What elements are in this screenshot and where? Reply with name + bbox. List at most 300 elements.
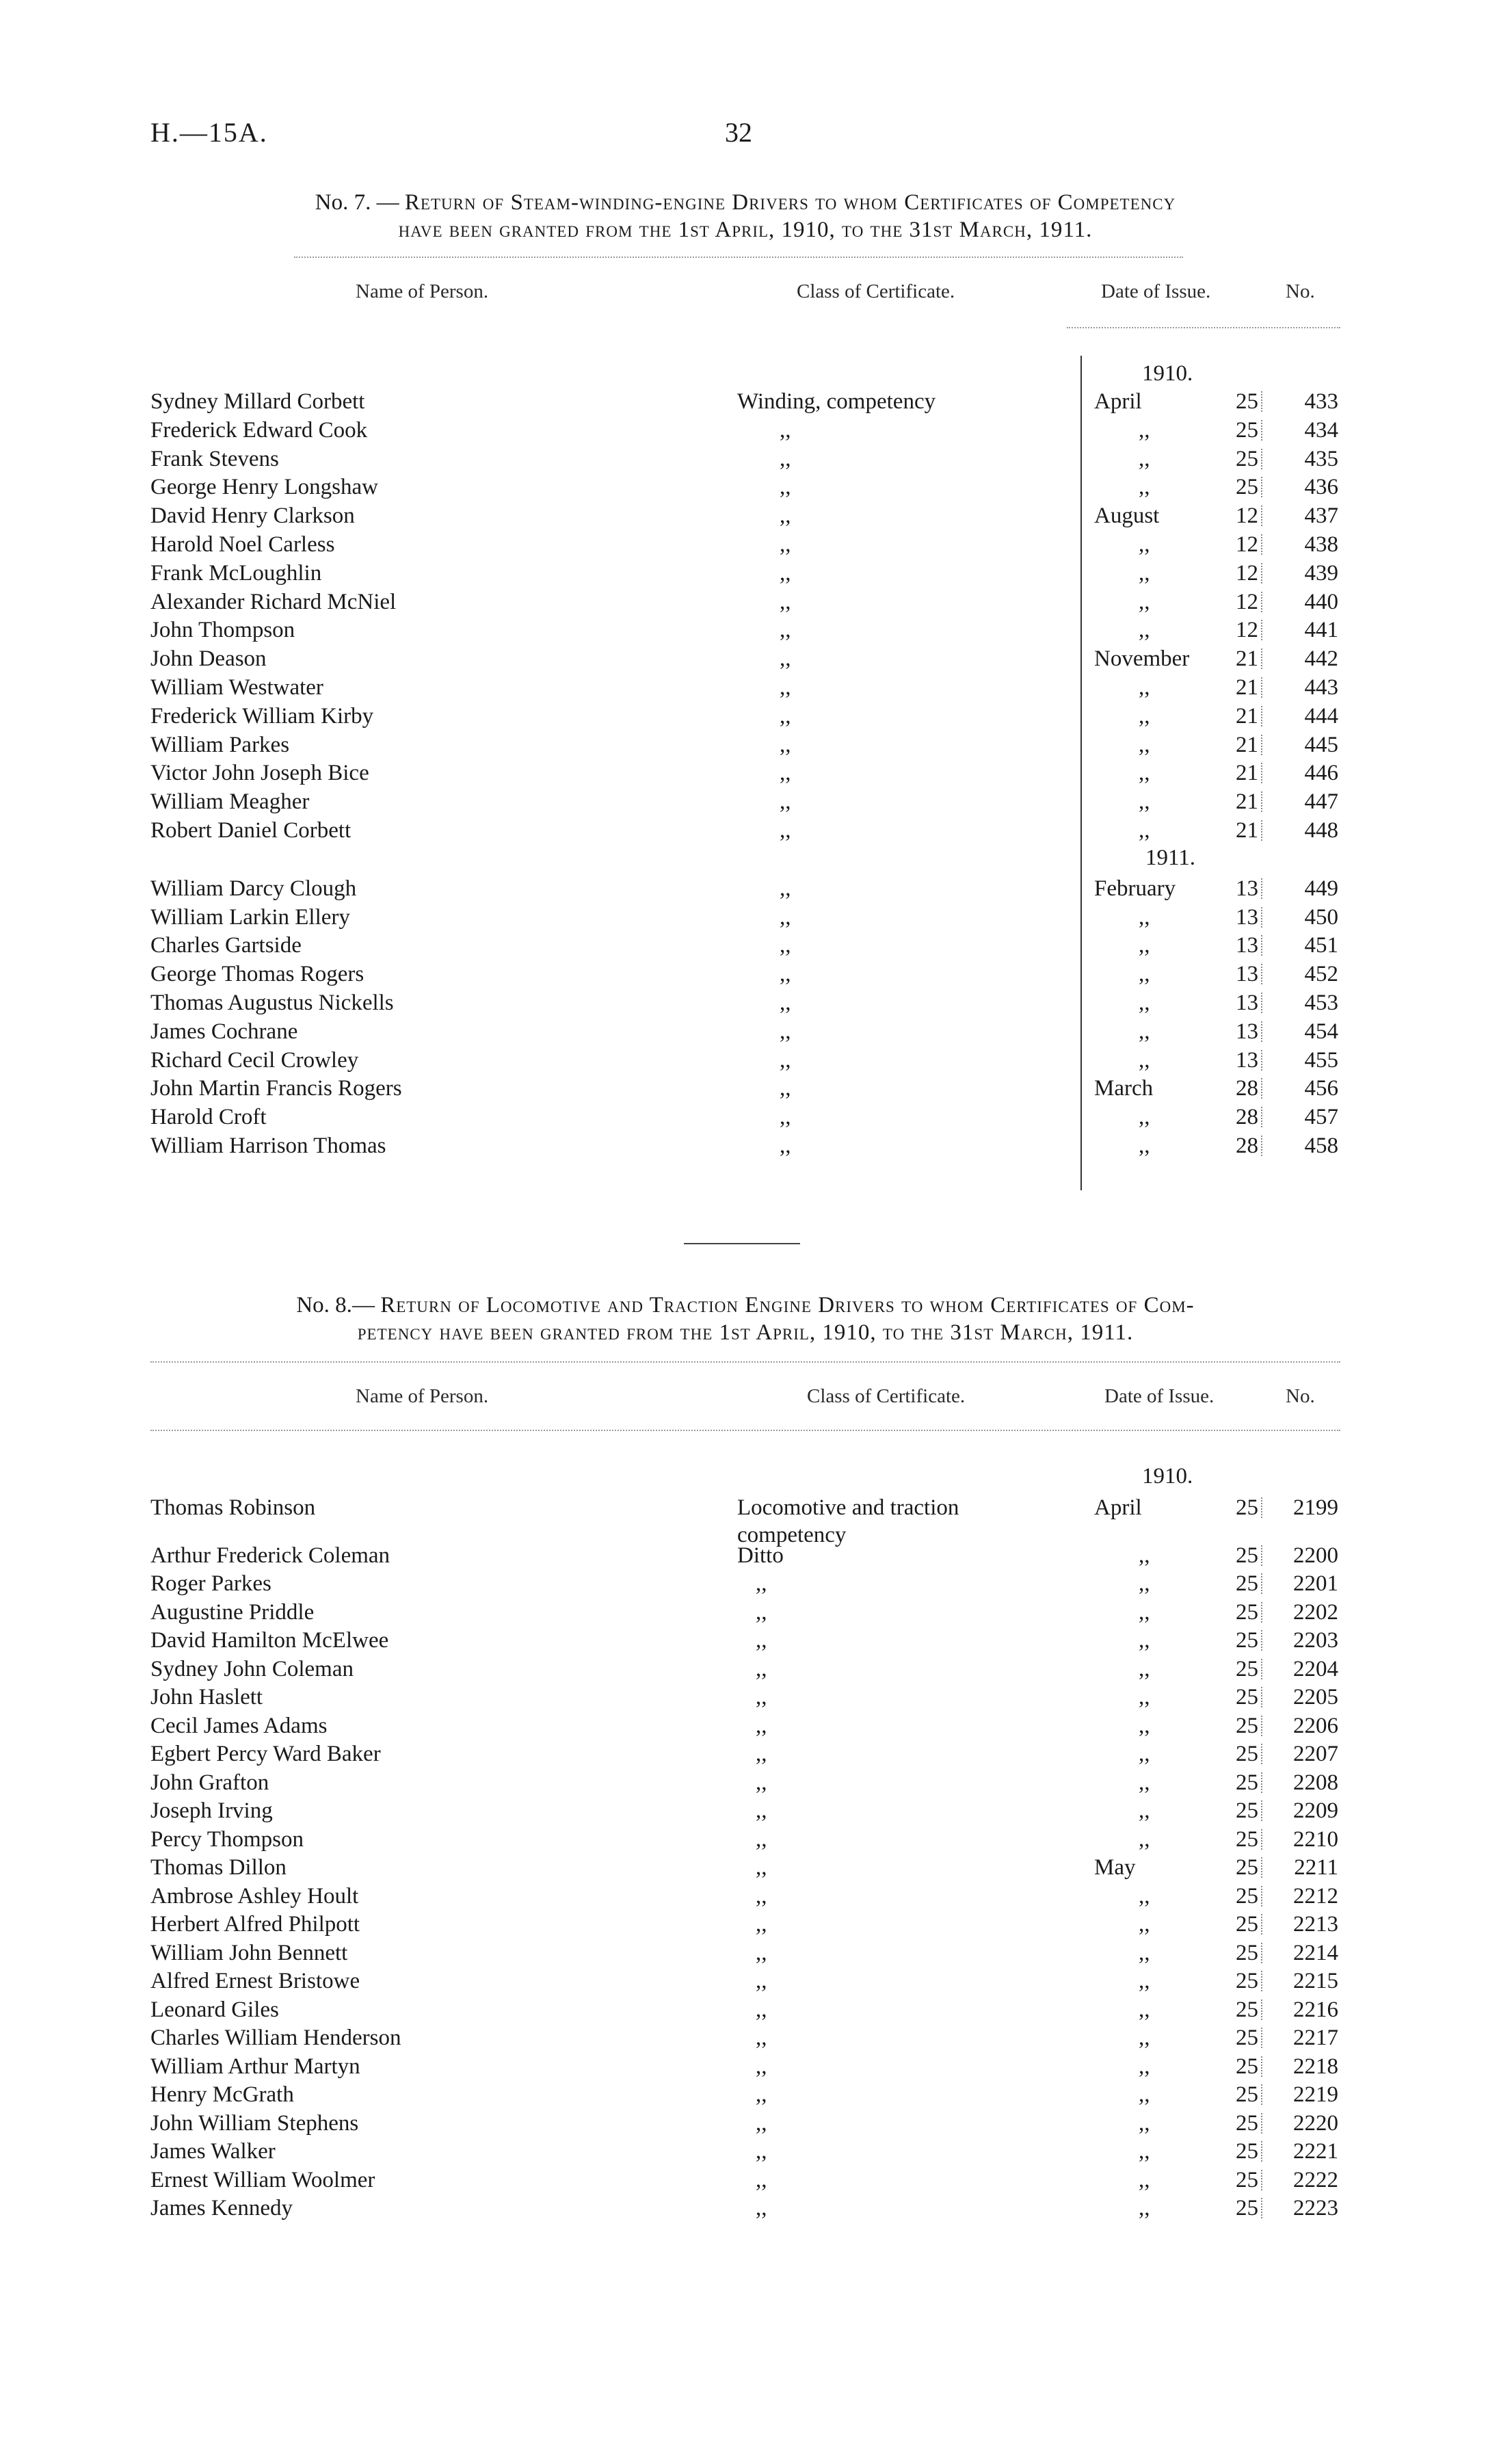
table-row	[0, 616, 1486, 644]
person-name: Henry McGrath	[150, 2082, 294, 2107]
section7-title-line1: Return of Steam-winding-engine Drivers to whom Certificates of Competency	[404, 190, 1176, 215]
certificate-class: ,,	[780, 1105, 791, 1130]
table-row	[0, 2052, 1486, 2081]
issue-day: 28	[1236, 1076, 1258, 1101]
certificate-class: Locomotive and traction	[737, 1495, 959, 1520]
section-divider	[684, 1243, 800, 1244]
table-row	[0, 1910, 1486, 1939]
certificate-class: ,,	[756, 1571, 767, 1596]
certificate-number: 449	[1304, 876, 1338, 901]
person-name: James Cochrane	[150, 1019, 298, 1044]
issue-day: 25	[1236, 1543, 1258, 1568]
column-separator	[1261, 993, 1262, 1013]
issue-day: 25	[1236, 475, 1258, 500]
certificate-number: 454	[1304, 1019, 1338, 1044]
person-name: Frederick Edward Cook	[150, 417, 368, 443]
certificate-class: ,,	[756, 1855, 767, 1880]
issue-month: April	[1094, 389, 1142, 414]
issue-day: 25	[1236, 417, 1258, 443]
table-row	[0, 559, 1486, 588]
column-separator	[1261, 1659, 1262, 1679]
issue-month: ,,	[1139, 1571, 1150, 1596]
certificate-number: 450	[1304, 904, 1338, 930]
certificate-class: ,,	[780, 789, 791, 815]
issue-month: April	[1094, 1495, 1142, 1520]
issue-month: March	[1094, 1076, 1154, 1101]
issue-month: ,,	[1139, 1826, 1150, 1852]
table-row	[0, 530, 1486, 559]
table-row	[0, 644, 1486, 673]
certificate-class: ,,	[756, 1798, 767, 1823]
certificate-number: 2223	[1293, 2196, 1338, 2220]
table-row	[0, 759, 1486, 787]
issue-day: 25	[1236, 2026, 1258, 2050]
certificate-class: ,,	[756, 2139, 767, 2164]
column-separator	[1261, 935, 1262, 956]
person-name: William Darcy Clough	[150, 876, 357, 901]
certificate-number: 2213	[1293, 1912, 1338, 1937]
issue-month: ,,	[1139, 2054, 1150, 2079]
issue-day: 25	[1236, 446, 1258, 471]
certificate-class: ,,	[756, 1826, 767, 1852]
issue-month: ,,	[1139, 2026, 1150, 2050]
certificate-number: 439	[1304, 560, 1338, 586]
certificate-number: 2207	[1293, 1742, 1338, 1766]
table-row	[0, 2166, 1486, 2194]
column-separator	[1261, 1943, 1262, 1963]
person-name: Percy Thompson	[150, 1826, 304, 1852]
certificate-class: ,,	[780, 646, 791, 672]
certificate-class: ,,	[780, 1076, 791, 1101]
person-name: Charles Gartside	[150, 933, 302, 958]
page-header	[150, 116, 1354, 157]
person-name: Herbert Alfred Philpott	[150, 1912, 360, 1937]
issue-day: 12	[1236, 589, 1258, 614]
person-name: Leonard Giles	[150, 1997, 279, 2022]
section8-title-rule	[150, 1361, 1340, 1363]
certificate-class: Winding, competency	[737, 389, 936, 414]
certificate-number: 453	[1304, 991, 1338, 1015]
issue-month: May	[1094, 1855, 1136, 1880]
column-separator	[1261, 1078, 1262, 1099]
issue-month: ,,	[1139, 933, 1150, 958]
issue-month: ,,	[1139, 1940, 1150, 1965]
issue-day: 25	[1236, 1798, 1258, 1823]
column-separator	[1261, 506, 1262, 526]
certificate-number: 2215	[1293, 1969, 1338, 1993]
column-separator	[1261, 1545, 1262, 1566]
certificate-number: 2212	[1293, 1883, 1338, 1909]
column-separator	[1261, 791, 1262, 812]
issue-day: 25	[1236, 2167, 1258, 2192]
person-name: Thomas Dillon	[150, 1855, 287, 1880]
certificate-number: 445	[1304, 732, 1338, 757]
column-separator	[1261, 735, 1262, 755]
certificate-number: 437	[1304, 503, 1338, 529]
section8-col-class: Class of Certificate.	[807, 1385, 966, 1407]
certificate-number: 448	[1304, 818, 1338, 843]
certificate-class: ,,	[780, 818, 791, 843]
person-name: Sydney Millard Corbett	[150, 389, 365, 414]
section8-col-name: Name of Person.	[356, 1385, 489, 1407]
certificate-class: ,,	[780, 933, 791, 958]
issue-month: ,,	[1139, 1019, 1150, 1044]
table-row	[0, 1017, 1486, 1046]
column-separator	[1261, 1829, 1262, 1850]
certificate-number: 2202	[1293, 1599, 1338, 1625]
page-reference: H.—15A.	[150, 117, 268, 148]
table-row	[0, 473, 1486, 501]
column-separator	[1261, 1107, 1262, 1127]
certificate-number: 2209	[1293, 1798, 1338, 1823]
issue-month: ,,	[1139, 2082, 1150, 2107]
person-name: Frederick William Kirby	[150, 703, 374, 729]
table-row	[0, 387, 1486, 416]
certificate-number: 442	[1304, 646, 1338, 672]
table-row	[0, 2137, 1486, 2166]
certificate-class: ,,	[756, 2110, 767, 2136]
issue-month: ,,	[1139, 1997, 1150, 2022]
issue-month: ,,	[1139, 2196, 1150, 2220]
section8-title-line2: petency have been granted from the 1st April, 1910, to the 31st March, 1911.	[357, 1320, 1134, 1345]
table-row	[0, 1712, 1486, 1740]
issue-day: 25	[1236, 1713, 1258, 1738]
column-separator	[1261, 648, 1262, 669]
certificate-number: 443	[1304, 675, 1338, 700]
certificate-number: 2203	[1293, 1628, 1338, 1653]
certificate-class: ,,	[780, 1133, 791, 1158]
certificate-class: ,,	[756, 1969, 767, 1993]
certificate-class: ,,	[756, 1599, 767, 1625]
section7-year-1910: 1910.	[1142, 361, 1193, 386]
person-name: William Harrison Thomas	[150, 1133, 386, 1158]
issue-month: ,,	[1139, 675, 1150, 700]
certificate-class: ,,	[780, 962, 791, 987]
issue-month: ,,	[1139, 446, 1150, 471]
column-separator	[1261, 2056, 1262, 2077]
certificate-class: ,,	[780, 991, 791, 1015]
issue-month: ,,	[1139, 589, 1150, 614]
table-row	[0, 1825, 1486, 1854]
column-separator	[1261, 449, 1262, 469]
section7-col-no: No.	[1286, 280, 1315, 302]
certificate-number: 440	[1304, 589, 1338, 614]
certificate-class: ,,	[780, 876, 791, 901]
page-number: 32	[725, 117, 752, 148]
column-separator	[1261, 1497, 1262, 1518]
table-row	[0, 673, 1486, 702]
section7-col-class: Class of Certificate.	[797, 280, 955, 302]
certificate-class: ,,	[756, 2082, 767, 2107]
person-name: Victor John Joseph Bice	[150, 761, 369, 786]
person-name: Cecil James Adams	[150, 1713, 328, 1738]
issue-day: 28	[1236, 1105, 1258, 1130]
certificate-class: ,,	[756, 1628, 767, 1653]
issue-day: 25	[1236, 2054, 1258, 2079]
issue-month: ,,	[1139, 1713, 1150, 1738]
table-row	[0, 1074, 1486, 1103]
column-separator	[1261, 1914, 1262, 1935]
issue-month: ,,	[1139, 1685, 1150, 1709]
certificate-class: ,,	[780, 532, 791, 557]
certificate-number: 446	[1304, 761, 1338, 786]
table-row	[0, 2080, 1486, 2109]
certificate-number: 2204	[1293, 1656, 1338, 1681]
issue-day: 12	[1236, 560, 1258, 586]
section8-col-no: No.	[1286, 1385, 1315, 1407]
certificate-class: ,,	[780, 675, 791, 700]
issue-day: 25	[1236, 1855, 1258, 1880]
certificate-class: ,,	[780, 732, 791, 757]
issue-month: ,,	[1139, 818, 1150, 843]
table-row	[0, 931, 1486, 960]
issue-month: ,,	[1139, 1628, 1150, 1653]
certificate-class-continued: competency	[737, 1523, 847, 1547]
column-separator	[1261, 1772, 1262, 1793]
table-row	[0, 988, 1486, 1017]
section7-col-date: Date of Issue.	[1101, 280, 1211, 302]
section8-year-1910: 1910.	[1142, 1464, 1193, 1489]
issue-month: ,,	[1139, 1798, 1150, 1823]
column-separator	[1261, 620, 1262, 640]
person-name: John William Stephens	[150, 2110, 359, 2136]
certificate-number: 2218	[1293, 2054, 1338, 2079]
person-name: Alexander Richard McNiel	[150, 589, 397, 614]
issue-day: 21	[1236, 703, 1258, 729]
table-row	[0, 1131, 1486, 1160]
issue-day: 25	[1236, 2139, 1258, 2164]
certificate-number: 2208	[1293, 1770, 1338, 1795]
person-name: David Henry Clarkson	[150, 503, 355, 529]
certificate-class: Ditto	[737, 1543, 784, 1568]
certificate-class: ,,	[756, 1940, 767, 1965]
issue-month: ,,	[1139, 560, 1150, 586]
table-row	[0, 445, 1486, 473]
table-row	[0, 2194, 1486, 2223]
person-name: Harold Noel Carless	[150, 532, 335, 557]
table-row	[0, 2023, 1486, 2052]
person-name: James Kennedy	[150, 2196, 293, 2220]
person-name: William Parkes	[150, 732, 290, 757]
issue-month: ,,	[1139, 2110, 1150, 2136]
issue-day: 13	[1236, 991, 1258, 1015]
issue-month: ,,	[1139, 2167, 1150, 2192]
issue-month: ,,	[1139, 532, 1150, 557]
certificate-number: 438	[1304, 532, 1338, 557]
person-name: John Thompson	[150, 618, 295, 643]
issue-day: 25	[1236, 1495, 1258, 1520]
table-row	[0, 1768, 1486, 1797]
issue-day: 13	[1236, 1019, 1258, 1044]
person-name: Richard Cecil Crowley	[150, 1047, 359, 1073]
table-row	[0, 416, 1486, 445]
certificate-number: 2201	[1293, 1571, 1338, 1596]
column-separator	[1261, 677, 1262, 698]
issue-day: 25	[1236, 1628, 1258, 1653]
certificate-number: 441	[1304, 618, 1338, 643]
issue-day: 25	[1236, 1742, 1258, 1766]
issue-day: 13	[1236, 962, 1258, 987]
issue-month: ,,	[1139, 1883, 1150, 1909]
issue-month: ,,	[1139, 1912, 1150, 1937]
column-separator	[1261, 592, 1262, 612]
certificate-class: ,,	[756, 1742, 767, 1766]
certificate-number: 434	[1304, 417, 1338, 443]
certificate-class: ,,	[780, 417, 791, 443]
issue-day: 21	[1236, 761, 1258, 786]
certificate-number: 452	[1304, 962, 1338, 987]
issue-day: 21	[1236, 675, 1258, 700]
column-separator	[1261, 534, 1262, 555]
person-name: Frank Stevens	[150, 446, 279, 471]
section8-title: No. 8.— Return of Locomotive and Traction Engine Drivers to whom Certificates of Com- petency have been granted from the 1st April, 1910, to the 31st March, 1911.	[296, 1293, 1195, 1345]
issue-month: ,,	[1139, 417, 1150, 443]
certificate-number: 436	[1304, 475, 1338, 500]
table-row	[0, 1995, 1486, 2024]
table-row	[0, 787, 1486, 816]
column-separator	[1261, 1021, 1262, 1042]
certificate-class: ,,	[756, 1770, 767, 1795]
section7-col-name: Name of Person.	[356, 280, 489, 302]
certificate-class: ,,	[756, 1685, 767, 1709]
table-row	[0, 1046, 1486, 1075]
certificate-class: ,,	[780, 1047, 791, 1073]
issue-day: 13	[1236, 904, 1258, 930]
person-name: Roger Parkes	[150, 1571, 271, 1596]
column-separator	[1261, 391, 1262, 412]
person-name: James Walker	[150, 2139, 276, 2164]
certificate-number: 2210	[1293, 1826, 1338, 1852]
person-name: John Martin Francis Rogers	[150, 1076, 402, 1101]
person-name: William Westwater	[150, 675, 323, 700]
issue-day: 21	[1236, 818, 1258, 843]
column-separator	[1261, 2113, 1262, 2134]
column-separator	[1261, 420, 1262, 441]
issue-day: 25	[1236, 2110, 1258, 2136]
table-row	[0, 1882, 1486, 1911]
section8-title-line1: Return of Locomotive and Traction Engine Drivers to whom Certificates of Com-	[380, 1293, 1195, 1318]
column-separator	[1261, 1800, 1262, 1821]
issue-month: ,,	[1139, 1656, 1150, 1681]
certificate-class: ,,	[756, 1912, 767, 1937]
certificate-class: ,,	[756, 1883, 767, 1909]
column-separator	[1261, 964, 1262, 984]
section7-year-1911: 1911.	[1145, 846, 1196, 870]
table-row	[0, 731, 1486, 759]
issue-day: 25	[1236, 2082, 1258, 2107]
column-separator	[1261, 1971, 1262, 1991]
certificate-class: ,,	[756, 2026, 767, 2050]
person-name: Thomas Robinson	[150, 1495, 316, 1520]
certificate-number: 457	[1304, 1105, 1338, 1130]
section8-col-date: Date of Issue.	[1104, 1385, 1215, 1407]
person-name: William Larkin Ellery	[150, 904, 350, 930]
certificate-number: 2217	[1293, 2026, 1338, 2050]
person-name: Ernest William Woolmer	[150, 2167, 375, 2192]
issue-day: 12	[1236, 618, 1258, 643]
column-separator	[1261, 1687, 1262, 1707]
column-separator	[1261, 1886, 1262, 1906]
certificate-number: 2211	[1294, 1855, 1338, 1880]
person-name: David Hamilton McElwee	[150, 1628, 389, 1653]
certificate-class: ,,	[780, 904, 791, 930]
issue-day: 25	[1236, 1912, 1258, 1937]
certificate-number: 2199	[1293, 1495, 1338, 1520]
certificate-class: ,,	[756, 2167, 767, 2192]
certificate-number: 2221	[1293, 2139, 1338, 2164]
certificate-number: 2222	[1293, 2167, 1338, 2192]
table-row	[0, 1569, 1486, 1598]
issue-day: 28	[1236, 1133, 1258, 1158]
issue-day: 25	[1236, 1770, 1258, 1795]
section7-title: No. 7. — Return of Steam-winding-engine Drivers to whom Certificates of Competency have been granted from the 1st April, 1910, to the 31st March, 1911.	[315, 190, 1176, 242]
column-separator	[1261, 2141, 1262, 2162]
column-separator	[1261, 563, 1262, 584]
issue-day: 25	[1236, 1599, 1258, 1625]
certificate-class: ,,	[780, 589, 791, 614]
issue-month: ,,	[1139, 1770, 1150, 1795]
person-name: Frank McLoughlin	[150, 560, 322, 586]
issue-day: 25	[1236, 1940, 1258, 1965]
issue-month: ,,	[1139, 1543, 1150, 1568]
column-separator	[1261, 1602, 1262, 1623]
column-separator	[1261, 706, 1262, 726]
table-row	[0, 1655, 1486, 1683]
issue-day: 13	[1236, 1047, 1258, 1073]
issue-month: ,,	[1139, 1133, 1150, 1158]
section8-number: No. 8.	[296, 1293, 352, 1318]
issue-month: ,,	[1139, 962, 1150, 987]
table-row	[0, 702, 1486, 731]
column-separator	[1261, 1050, 1262, 1071]
person-name: William Arthur Martyn	[150, 2054, 360, 2079]
issue-day: 25	[1236, 389, 1258, 414]
section8-header-rule	[150, 1430, 1340, 1431]
certificate-class: ,,	[756, 2054, 767, 2079]
certificate-class: ,,	[780, 446, 791, 471]
certificate-class: ,,	[780, 560, 791, 586]
certificate-number: 451	[1304, 933, 1338, 958]
person-name: Augustine Priddle	[150, 1599, 315, 1625]
certificate-class: ,,	[756, 2196, 767, 2220]
column-separator	[1261, 1857, 1262, 1878]
table-row	[0, 2109, 1486, 2138]
person-name: Ambrose Ashley Hoult	[150, 1883, 359, 1909]
table-row	[0, 1967, 1486, 1995]
certificate-number: 456	[1304, 1076, 1338, 1101]
column-separator	[1261, 820, 1262, 841]
certificate-number: 2220	[1293, 2110, 1338, 2136]
certificate-number: 447	[1304, 789, 1338, 815]
section7-title-line2: have been granted from the 1st April, 1910, to the 31st March, 1911.	[398, 218, 1093, 242]
issue-day: 25	[1236, 1997, 1258, 2022]
issue-day: 25	[1236, 1656, 1258, 1681]
person-name: Thomas Augustus Nickells	[150, 991, 394, 1015]
column-separator	[1261, 2084, 1262, 2105]
certificate-number: 444	[1304, 703, 1338, 729]
issue-day: 12	[1236, 503, 1258, 529]
certificate-number: 433	[1304, 389, 1338, 414]
section7-number: No. 7.	[315, 190, 371, 215]
person-name: John Grafton	[150, 1770, 269, 1795]
certificate-number: 2216	[1293, 1997, 1338, 2022]
issue-month: ,,	[1139, 1105, 1150, 1130]
person-name: George Thomas Rogers	[150, 962, 364, 987]
issue-month: ,,	[1139, 1599, 1150, 1625]
table-row	[0, 1796, 1486, 1825]
certificate-class: ,,	[756, 1656, 767, 1681]
table-row	[0, 903, 1486, 932]
